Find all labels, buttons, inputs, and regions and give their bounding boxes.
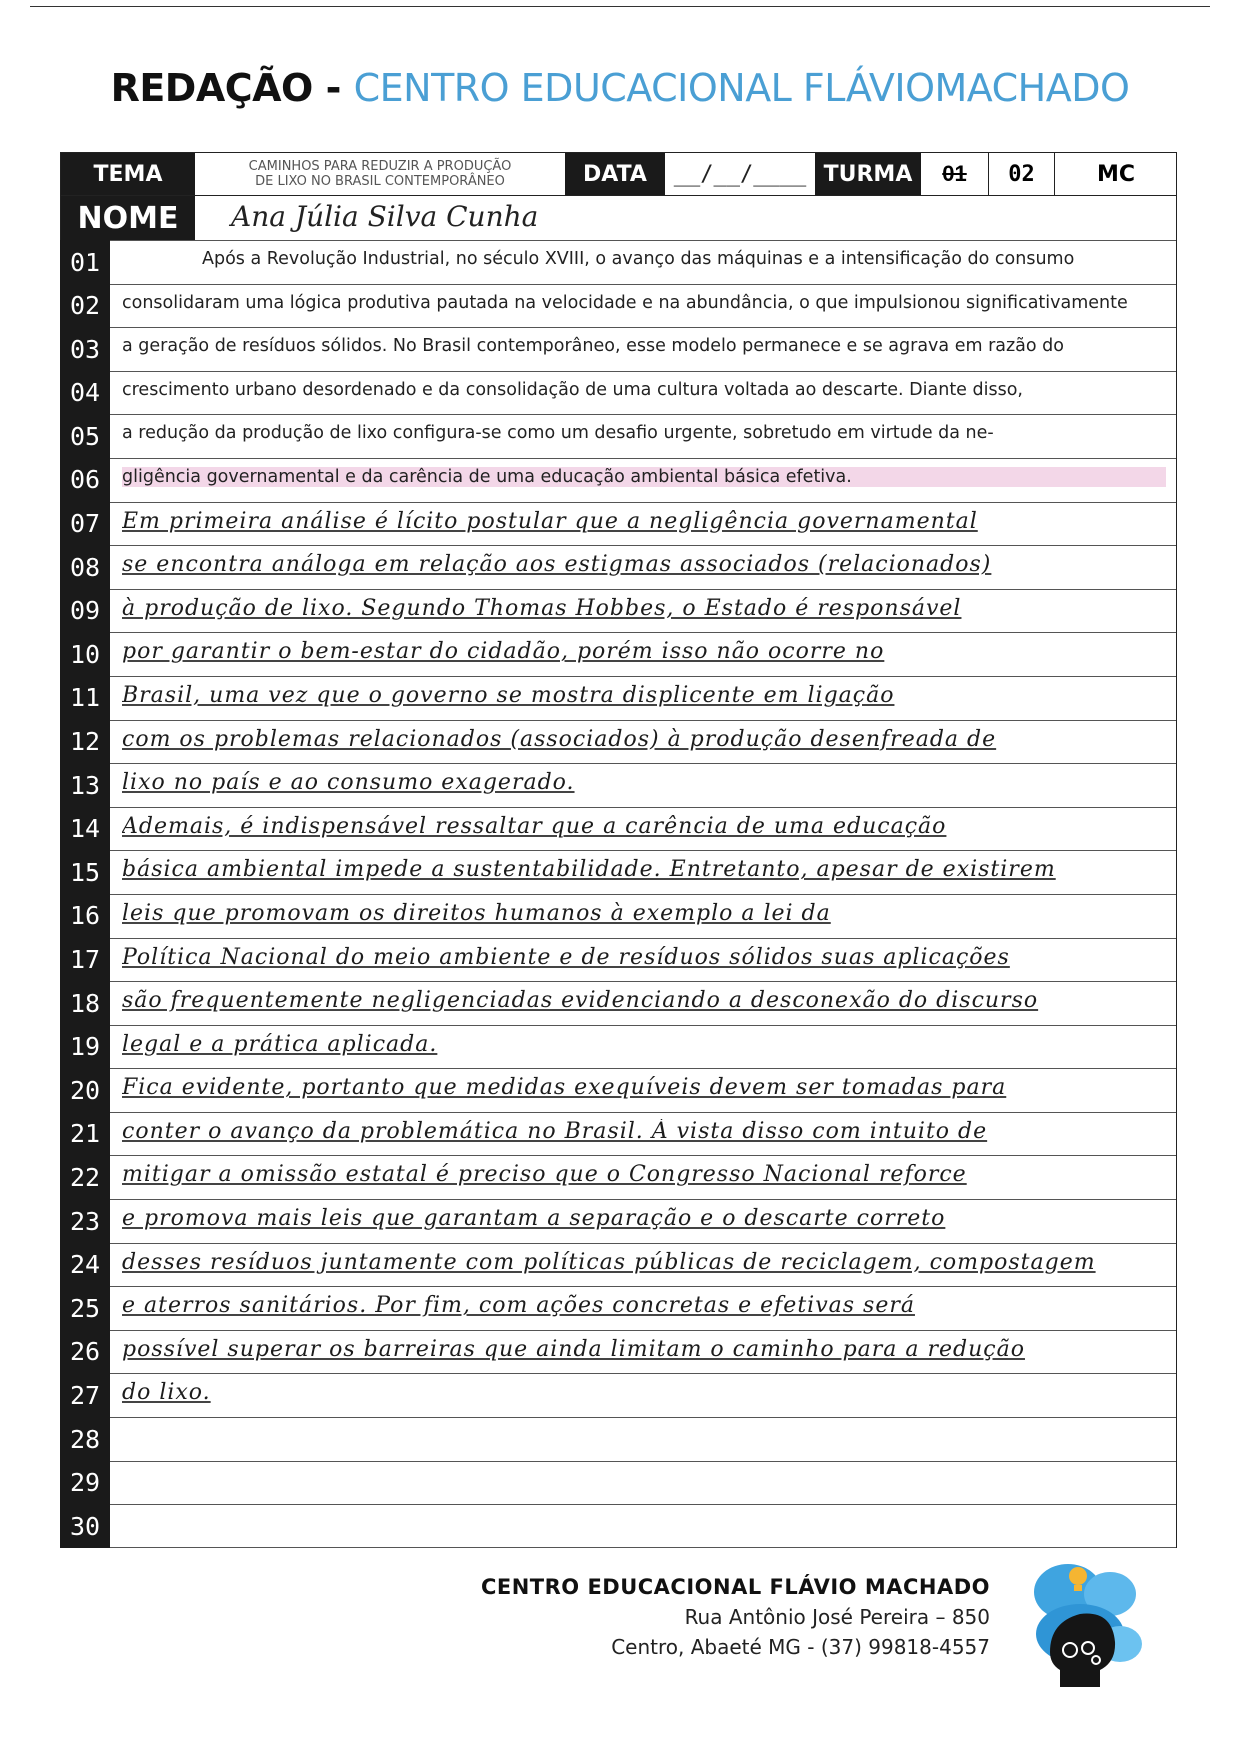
line-text: legal e a prática aplicada. [122,1031,438,1057]
line-number: 20 [60,1068,110,1112]
line-number: 22 [60,1155,110,1199]
turma-box-1[interactable]: 01 [921,153,989,195]
tema-text [195,153,565,195]
essay-line[interactable] [60,1025,1176,1069]
line-text: se encontra análoga em relação aos estigmas associados (relacionados) [122,552,992,578]
line-number: 26 [60,1330,110,1374]
line-text: e aterros sanitários. Por fim, com ações concretas e efetivas será [122,1293,915,1319]
essay-line[interactable] [60,894,1176,938]
line-number: 17 [60,938,110,982]
line-text: Brasil, uma vez que o governo se mostra displicente em ligação [122,682,895,708]
line-text: desses resíduos juntamente com políticas públicas de reciclagem, compostagem [122,1249,1096,1275]
line-text: Ademais, é indispensável ressaltar que a carência de uma educação [122,813,947,839]
essay-line[interactable] [60,1504,1176,1548]
essay-line[interactable] [60,1068,1176,1112]
school-logo-icon [1020,1552,1150,1692]
footer [470,1575,990,1659]
data-label: DATA [565,153,665,195]
essay-line[interactable] [60,1112,1176,1156]
line-text: do lixo. [122,1380,211,1406]
essay-line[interactable] [60,1417,1176,1461]
essay-line[interactable] [60,1330,1176,1374]
line-text: crescimento urbano desordenado e da consolidação de uma cultura voltada ao descarte. Diante disso, [122,379,1023,400]
essay-line[interactable] [60,1199,1176,1243]
footer-address-line-2: Centro, Abaeté MG - (37) 99818-4557 [611,1635,990,1659]
line-number: 13 [60,763,110,807]
essay-line[interactable] [60,720,1176,764]
line-text: Fica evidente, portanto que medidas exequíveis devem ser tomadas para [122,1075,1007,1101]
line-number: 21 [60,1112,110,1156]
line-number: 23 [60,1199,110,1243]
line-number: 18 [60,981,110,1025]
line-text: à produção de lixo. Segundo Thomas Hobbes, o Estado é responsável [122,595,962,621]
title-light: CENTRO EDUCACIONAL FLÁVIOMACHADO [353,66,1130,110]
essay-line[interactable] [60,1243,1176,1287]
nome-value[interactable]: Ana Júlia Silva Cunha [231,200,539,233]
line-text: consolidaram uma lógica produtiva pautada na velocidade e na abundância, o que impulsionou significativamente [122,292,1128,313]
essay-line[interactable] [60,807,1176,851]
page-top-edge [30,6,1210,7]
line-number: 04 [60,371,110,415]
name-row [60,195,1177,240]
turma-label: TURMA [815,153,921,195]
line-number: 09 [60,589,110,633]
line-number: 29 [60,1461,110,1505]
line-number: 03 [60,327,110,371]
essay-line[interactable] [60,240,1176,284]
line-number: 16 [60,894,110,938]
line-number: 01 [60,240,110,284]
line-text: Em primeira análise é lícito postular que a negligência governamental [122,508,978,534]
essay-line[interactable] [60,545,1176,589]
essay-form [60,152,1177,1548]
nome-label: NOME [61,196,195,240]
line-text: a redução da produção de lixo configura-se como um desafio urgente, sobretudo em virtude da ne- [122,423,994,444]
line-number: 27 [60,1373,110,1417]
footer-school-name: CENTRO EDUCACIONAL FLÁVIO MACHADO [480,1575,990,1599]
line-number: 19 [60,1025,110,1069]
line-number: 25 [60,1286,110,1330]
essay-line[interactable] [60,1286,1176,1330]
essay-lines [60,240,1177,1548]
line-number: 05 [60,414,110,458]
line-text: leis que promovam os direitos humanos à exemplo a lei da [122,900,831,926]
essay-line[interactable] [60,414,1176,458]
line-text: a geração de resíduos sólidos. No Brasil contemporâneo, esse modelo permanece e se agrava em razão do [122,336,1064,357]
turma-box-2[interactable]: 02 [989,153,1055,195]
title-bold: REDAÇÃO [110,66,313,110]
footer-address-line-1: Rua Antônio José Pereira – 850 [684,1605,990,1629]
essay-line[interactable] [60,850,1176,894]
line-text: Política Nacional do meio ambiente e de resíduos sólidos suas aplicações [122,944,1010,970]
line-text: e promova mais leis que garantam a separação e o descarte correto [122,1206,946,1232]
essay-line[interactable] [60,676,1176,720]
line-text: básica ambiental impede a sustentabilidade. Entretanto, apesar de existirem [122,857,1056,883]
turma-box-3[interactable]: MC [1096,161,1136,187]
page-title [0,66,1240,110]
essay-line[interactable] [60,632,1176,676]
line-text: lixo no país e ao consumo exagerado. [122,770,575,796]
essay-line[interactable] [60,502,1176,546]
line-number: 24 [60,1243,110,1287]
line-text: conter o avanço da problemática no Brasil. À vista disso com intuito de [122,1118,988,1144]
data-field[interactable]: __/__/____ [673,161,807,187]
essay-line[interactable] [60,981,1176,1025]
line-number: 06 [60,458,110,502]
tema-label: TEMA [61,153,195,195]
tema-text-line-2: DE LIXO NO BRASIL CONTEMPORÂNEO [255,174,505,189]
line-number: 28 [60,1417,110,1461]
tema-text-line-1: CAMINHOS PARA REDUZIR A PRODUÇÃO [248,159,512,174]
line-text: com os problemas relacionados (associados) à produção desenfreada de [122,726,997,752]
line-number: 30 [60,1504,110,1548]
essay-line[interactable] [60,327,1176,371]
title-separator: - [312,66,354,110]
line-text: são frequentemente negligenciadas evidenciando a desconexão do discurso [122,988,1039,1014]
essay-line[interactable] [60,938,1176,982]
line-number: 11 [60,676,110,720]
line-number: 08 [60,545,110,589]
line-number: 12 [60,720,110,764]
essay-line[interactable] [60,458,1176,502]
line-number: 10 [60,632,110,676]
line-number: 07 [60,502,110,546]
info-row [60,152,1177,195]
essay-line[interactable] [60,1461,1176,1505]
essay-line[interactable] [60,1155,1176,1199]
line-text: mitigar a omissão estatal é preciso que o Congresso Nacional reforce [122,1162,967,1188]
essay-line[interactable] [60,589,1176,633]
line-text: possível superar os barreiras que ainda limitam o caminho para a redução [122,1336,1025,1362]
line-number: 02 [60,284,110,328]
line-text: gligência governamental e da carência de uma educação ambiental básica efetiva. [122,467,1166,487]
essay-line[interactable] [60,763,1176,807]
line-number: 14 [60,807,110,851]
line-number: 15 [60,850,110,894]
essay-line[interactable] [60,284,1176,328]
line-text: por garantir o bem-estar do cidadão, porém isso não ocorre no [122,639,885,665]
essay-line[interactable] [60,1373,1176,1417]
essay-line[interactable] [60,371,1176,415]
line-text: Após a Revolução Industrial, no século XVIII, o avanço das máquinas e a intensificação do consumo [202,249,1075,269]
